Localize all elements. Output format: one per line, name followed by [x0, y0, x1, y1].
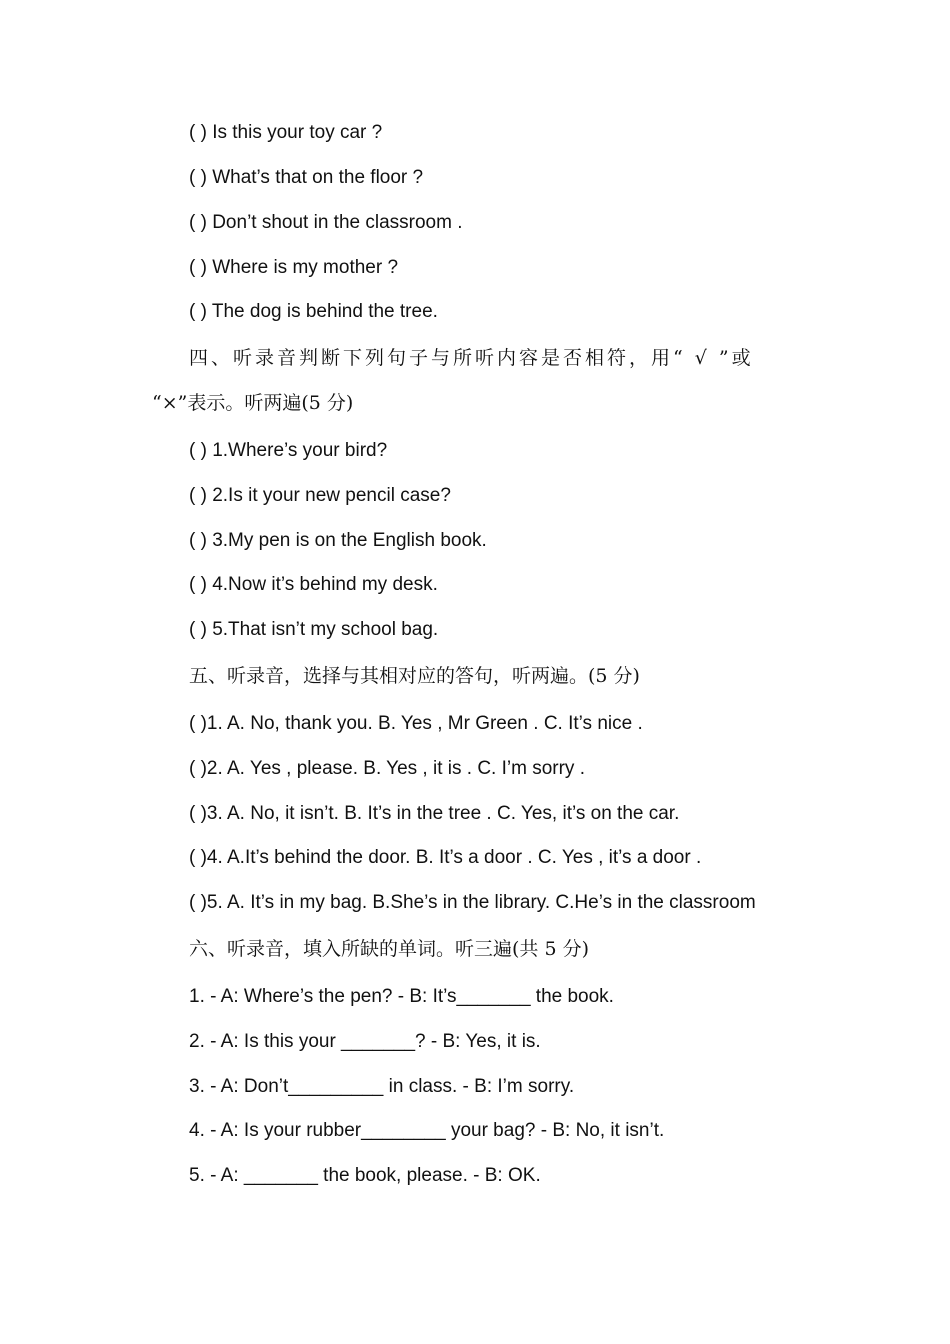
question-item: 5. - A: _______ the book, please. - B: OK. [189, 1165, 541, 1186]
question-item: 1. - A: Where’s the pen? - B: It’s_______ the book. [189, 986, 614, 1007]
section-heading-6: 六、听录音，填入所缺的单词。听三遍(共 5 分) [189, 938, 589, 960]
question-item: ( ) 3.My pen is on the English book. [189, 530, 487, 551]
question-item: ( )3. A. No, it isn’t. B. It’s in the tree . C. Yes, it’s on the car. [189, 803, 680, 824]
question-item: ( ) 4.Now it’s behind my desk. [189, 574, 438, 595]
question-item: 4. - A: Is your rubber________ your bag? - B: No, it isn’t. [189, 1120, 665, 1141]
question-item: ( ) Is this your toy car ? [189, 122, 383, 143]
section-heading-4-line2: “×”表示。听两遍(5 分) [152, 392, 354, 414]
question-item: ( ) 5.That isn’t my school bag. [189, 619, 439, 640]
question-item: 3. - A: Don’t_________ in class. - B: I’m sorry. [189, 1076, 575, 1097]
question-item: ( )1. A. No, thank you. B. Yes , Mr Green . C. It’s nice . [189, 713, 643, 734]
question-item: ( ) The dog is behind the tree. [189, 301, 438, 322]
question-item: ( ) 1.Where’s your bird? [189, 440, 388, 461]
question-item: ( )5. A. It’s in my bag. B.She’s in the library. C.He’s in the classroom [189, 892, 756, 913]
question-item: ( ) Where is my mother ? [189, 257, 399, 278]
question-item: ( )4. A.It’s behind the door. B. It’s a door . C. Yes , it’s a door . [189, 847, 702, 868]
question-item: ( ) Don’t shout in the classroom . [189, 212, 463, 233]
question-item: ( )2. A. Yes , please. B. Yes , it is . C. I’m sorry . [189, 758, 585, 779]
question-item: 2. - A: Is this your _______? - B: Yes, it is. [189, 1031, 541, 1052]
question-item: ( ) 2.Is it your new pencil case? [189, 485, 451, 506]
question-item: ( ) What’s that on the floor ? [189, 167, 424, 188]
section-heading-4-line1: 四、听录音判断下列句子与所听内容是否相符，用“ √ ”或 [189, 347, 754, 369]
section-heading-5: 五、听录音，选择与其相对应的答句，听两遍。(5 分) [189, 665, 640, 687]
